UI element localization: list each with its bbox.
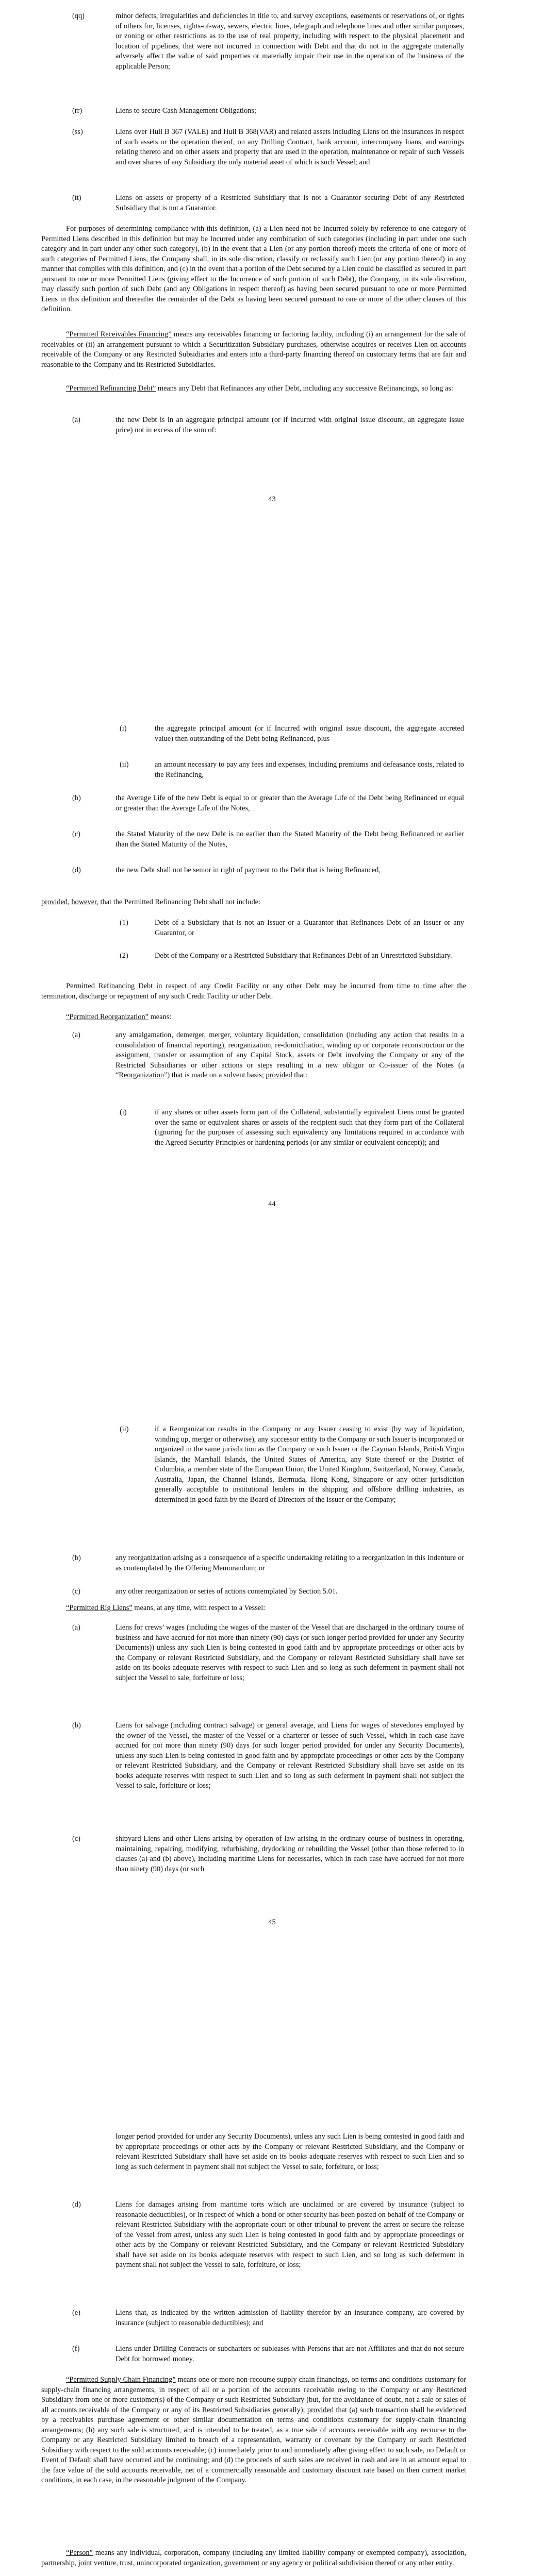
clause-label-tt: (tt) [72, 194, 81, 202]
clause-text-qq: minor defects, irregularities and deficiencies in title to, and survey exceptions, easements or reservations of, or rights of others for, licenses, rights-of-way, sewers, electric lines, telegraph and telephone lines and other similar purposes, or zoning or other restrictions as to the use of real property, including with respect to the physical placement and location of pipelines, that were not incurred in connection with Debt and that do not in the aggregate materially adversely affect the value of said properties or materially impair their use in the operation of the business of the applicable Person; [116, 12, 464, 71]
definition-text: means any individual, corporation, company (including any limited liability company or exempted company), association, partnership, joint venture, trust, unincorporated organization, government or any agency or political subdivision thereof or any other entity. [41, 2549, 466, 2567]
clause-label-2: (2) [120, 952, 128, 960]
clause-text-1: Debt of a Subsidiary that is not an Issuer or a Guarantor that Refinances Debt of an Issuer or any Guarantor, or [155, 919, 464, 937]
term-permitted-refinancing-debt: “Permitted Refinancing Debt” [66, 384, 156, 393]
clause-text-rr: Liens to secure Cash Management Obligations; [116, 107, 256, 115]
clause-text-d: Liens for damages arising from maritime torts which are unclaimed or are covered by insurance (subject to reasonable deductibles), or in respect of which a bond or other security has been posted on behalf of the Company or relevant Restricted Subsidiary with the appropriate court or other tribunal to prevent the arrest or secure the release of the Vessel from arrest, unless any such Lien is being contested in good faith and by appropriate proceedings or other acts by the Company or relevant Restricted Subsidiary, and the Company or relevant Restricted Subsidiary shall have set aside on its books adequate reserves with respect to such Lien, and so long as such deferment in payment shall not subject the Vessel to sale, forfeiture, or loss; [116, 2200, 464, 2269]
definition-person [41, 2548, 466, 2568]
clause-label-b: (b) [72, 794, 81, 802]
clause-label-rr: (rr) [72, 107, 83, 115]
definition-text: means one or more non-recourse supply chain financings, on terms and conditions customary for supply-chain financing arrangements, in respect of all or a portion of the accounts receivable owing to the Company or any Restricted Subsidiary from one or more customer(s) of the Company or such Restricted Subsidiary (but, for the avoidance of doubt, not a sale or sales of all accounts receivable of the Company or any of its Restricted Subsidiaries generally); [41, 2376, 466, 2414]
provided-term: provided [266, 1071, 292, 1079]
clause-text-2: Debt of the Company or a Restricted Subsidiary that Refinances Debt of an Unrestricted Subsidiary. [155, 952, 452, 960]
clause-label-a: (a) [72, 1623, 80, 1632]
clause-text-b: any reorganization arising as a consequence of a specific undertaking relating to a reorganization in this Indenture or as contemplated by the Offering Memorandum; or [116, 1554, 464, 1572]
clause-text-c: the Stated Maturity of the new Debt is no earlier than the Stated Maturity of the Debt being Refinanced or earlier than the Stated Maturity of the Notes, [116, 830, 464, 849]
clause-label-c: (c) [72, 1835, 80, 1843]
clause-label-ii: (ii) [120, 1425, 129, 1433]
clause-text-d: the new Debt shall not be senior in right of payment to the Debt that is being Refinanced, [116, 866, 381, 874]
definition-text: means any Debt that Refinances any other Debt, including any successive Refinancings, so long as: [156, 384, 453, 393]
clause-text-i: the aggregate principal amount (or if Incurred with original issue discount, the aggregate accreted value) then outstanding of the Debt being Refinanced, plus [155, 724, 464, 743]
paragraph-purposes-of-determining: For purposes of determining compliance with this definition, (a) a Lien need not be Incurred solely by reference to one category of Permitted Liens described in this definition but may be Incurred under any combination of such categories (including in part under one such category and in part under any other such category), (b) in the event that a Lien (or any portion thereof) meets the criteria of one or more of such categories of Permitted Liens, the Company shall, in its sole discretion, classify or reclassify such Lien (or any portion thereof) in any manner that complies with this definition, and (c) in the event that a portion of the Debt secured by a Lien could be classified as secured in part pursuant to one or more Permitted Liens (giving effect to the Incurrence of such portion of such Debt), the Company, in its sole discretion, may classify such portion of such Debt (and any Obligations in respect thereof) as having been secured pursuant to one or more Permitted Liens in this definition and thereafter the remainder of the Debt as having been secured pursuant to one or more of the other clauses of this definition. [41, 225, 467, 313]
clause-label-d: (d) [72, 2200, 81, 2209]
separator: , [68, 898, 72, 906]
clause-text-i: if any shares or other assets form part of the Collateral, substantially equivalent Liens must be granted over the same or equivalent shares or assets of the recipient such that they form part of the Collateral (ignoring for the purposes of assessing such equivalency any limitations required in accordance with the Agreed Security Principles or hardening periods (or any similar or equivalent concept)); and [155, 1108, 464, 1147]
page-number: 43 [268, 495, 276, 503]
definition-text: means: [148, 1013, 172, 1021]
however-term: however [71, 898, 97, 906]
clause-label-ii: (ii) [120, 760, 129, 769]
provided-text: , that the Permitted Refinancing Debt shall not include: [96, 898, 261, 906]
clause-text-b: the Average Life of the new Debt is equal to or greater than the Average Life of the Debt being Refinanced or equal or greater than the Average Life of the Notes, [116, 794, 464, 812]
clause-text-c: any other reorganization or series of actions contemplated by Section 5.01. [116, 1587, 338, 1596]
clause-label-b: (b) [72, 1721, 81, 1730]
clause-text-part: that: [292, 1071, 307, 1079]
clause-label-e: (e) [72, 2309, 80, 2317]
provided-term: provided [307, 2405, 334, 2414]
clause-label-qq: (qq) [72, 12, 85, 20]
term-person: “Person” [66, 2549, 93, 2557]
clause-text-c-continued: longer period provided for under any Security Documents), unless any such Lien is being contested in good faith and by appropriate proceedings or other acts by the Company or relevant Restricted Subsidiary, and the Company or relevant Restricted Subsidiary shall have set aside on its books adequate reserves with respect to such Lien and so long as such deferment in payment shall not subject the Vessel to sale, forfeiture, or loss; [116, 2132, 464, 2171]
clause-label-c: (c) [72, 1587, 80, 1596]
clause-text-part: ”) that is made on a solvent basis; [164, 1071, 266, 1079]
clause-text-tt: Liens on assets or property of a Restricted Subsidiary that is not a Guarantor securing Debt of any Restricted Subsidiary that is not a Guarantor. [116, 194, 464, 212]
clause-text-c: shipyard Liens and other Liens arising by operation of law arising in the ordinary course of business in operating, maintaining, repairing, modifying, refurbishing, drydocking or rebuilding the Vessel (other than those referred to in clauses (a) and (b) above), including maritime Liens for necessaries, which in each case have accrued for not more than ninety (90) days (or such [116, 1835, 464, 1873]
clause-text-f: Liens under Drilling Contracts or subcharters or subleases with Persons that are not Affiliates and that do not secure Debt for borrowed money. [116, 2345, 464, 2363]
page-number: 44 [268, 1200, 276, 1208]
paragraph-permitted-refinancing-credit: Permitted Refinancing Debt in respect of any Credit Facility or any other Debt may be incurred from time to time after the termination, discharge or repayment of any such Credit Facility or other Debt. [41, 982, 466, 1001]
clause-label-b: (b) [72, 1554, 81, 1562]
term-permitted-reorganization: “Permitted Reorganization” [66, 1013, 149, 1021]
clause-label-f: (f) [72, 2345, 80, 2353]
clause-label-i: (i) [120, 1108, 127, 1116]
definition-permitted-supply-chain-financing [41, 2375, 466, 2486]
clause-text-ss: Liens over Hull B 367 (VALE) and Hull B 368(VAR) and related assets including Liens on the insurances in respect of such assets or the operation thereof, on any Drilling Contract, bank account, intercompany loans, and earnings relating thereto and on other assets and property that are used in the operation, maintenance or repair of such Vessels and over shares of any Subsidiary the only material asset of which is such Vessel; and [116, 128, 464, 166]
clause-text-ii: if a Reorganization results in the Company or any Issuer ceasing to exist (by way of liquidation, winding up, merger or otherwise), any successor entity to the Company or such Issuer is incorporated or organized in the same jurisdiction as the Company or such Issuer or the Cayman Islands, British Virgin Islands, the Marshall Islands, the United States of America, any State thereof or the District of Columbia, a member state of the European Union, the United Kingdom, Switzerland, Norway, Canada, Australia, Japan, the Channel Islands, Bermuda, Hong Kong, Singapore or any other jurisdiction generally acceptable to institutional lenders in the shipping and offshore drilling industries, as determined in good faith by the Board of Directors of the Issuer or the Company; [155, 1425, 465, 1504]
clause-text-e: Liens that, as indicated by the written admission of liability therefor by an insurance company, are covered by insurance (subject to reasonable deductibles); and [116, 2309, 464, 2327]
clause-text-a: Liens for crews’ wages (including the wages of the master of the Vessel that are discharged in the ordinary course of business and have accrued for not more than ninety (90) days (or such longer period provided for under any Security Documents)) unless any such Lien is being contested in good faith and by appropriate proceedings or other acts by the Company or relevant Restricted Subsidiary, and the Company or relevant Restricted Subsidiary shall have set aside on its books adequate reserves with respect to such Lien and so long as such deferment in payment shall not subject the Vessel to sale, forfeiture or loss; [116, 1623, 464, 1682]
clause-label-a: (a) [72, 1031, 80, 1039]
clause-label-1: (1) [120, 919, 128, 927]
term-permitted-receivables-financing: “Permitted Receivables Financing” [66, 330, 172, 338]
clause-label-c: (c) [72, 830, 80, 838]
term-permitted-supply-chain-financing: “Permitted Supply Chain Financing” [66, 2376, 176, 2384]
clause-label-d: (d) [72, 866, 81, 874]
definition-text: means, at any time, with respect to a Vessel: [132, 1604, 266, 1612]
term-reorganization: Reorganization [119, 1071, 164, 1079]
clause-text-ii: an amount necessary to pay any fees and expenses, including premiums and defeasance costs, related to the Refinancing, [155, 760, 464, 779]
clause-label-a: (a) [72, 416, 80, 424]
definition-text: that (a) such transaction shall be evidenced by a receivables purchase agreement or other similar documentation on terms and conditions customary for supply-chain financing arrangements; (b) any such sale is structured, and is intended to be treated, as a true sale of accounts receivable with any recourse to the Company or any Restricted Subsidiary limited to breach of a representation, warranty or covenant by the Company or such Restricted Subsidiary with respect to the sold accounts receivable; (c) immediately prior to and immediately after giving effect to such sale, no Default or Event of Default shall have occurred and be continuing; and (d) the proceeds of such sales are received in cash and are in an amount equal to the face value of the sold accounts receivable, net of a commercially reasonable and customary discount rate based on then current market conditions, in each case, in the reasonable judgment of the Company. [41, 2405, 466, 2484]
clause-label-i: (i) [120, 724, 127, 733]
clause-text-a: the new Debt is in an aggregate principal amount (or if Incurred with original issue discount, an aggregate issue price) not in excess of the sum of: [116, 416, 464, 434]
page-number: 45 [268, 1918, 276, 1926]
provided-term: provided [41, 898, 68, 906]
term-permitted-rig-liens: “Permitted Rig Liens” [66, 1604, 133, 1612]
clause-text-part: any amalgamation, demerger, merger, voluntary liquidation, consolidation (including any action that results in a consolidation of financial reporting), reorganization, re-domiciliation, winding up or corporate reconstruction or the assignment, transfer or assumption of any Capital Stock, assets or Debt involving the Company or any of the Restricted Subsidiaries or other actions or steps resulting in a new obligor or Co-issuer of the Notes (a “ [116, 1031, 464, 1079]
clause-label-ss: (ss) [72, 128, 83, 136]
clause-text-b: Liens for salvage (including contract salvage) or general average, and Liens for wages of stevedores employed by the owner of the Vessel, the master of the Vessel or a charterer or lessee of such Vessel, which in each case have accrued for not more than ninety (90) days (or such longer period provided for under any Security Documents), unless any such Lien is being contested in good faith and by appropriate proceedings or other acts by the Company or relevant Restricted Subsidiary, and the Company or relevant Restricted Subsidiary shall have set aside on its books adequate reserves with respect to such Lien and so long as such deferment in payment shall not subject the Vessel to sale, forfeiture or loss; [116, 1721, 464, 1790]
definition-text: means any receivables financing or factoring facility, including (i) an arrangement for the sale of receivables or (ii) an arrangement pursuant to which a Securitization Subsidiary purchases, otherwise acquires or receives Lien on accounts receivable of the Company or any Restricted Subsidiaries and enters into a third-party financing thereof on customary terms that are fair and reasonable to the Company and its Restricted Subsidiaries. [41, 330, 466, 369]
